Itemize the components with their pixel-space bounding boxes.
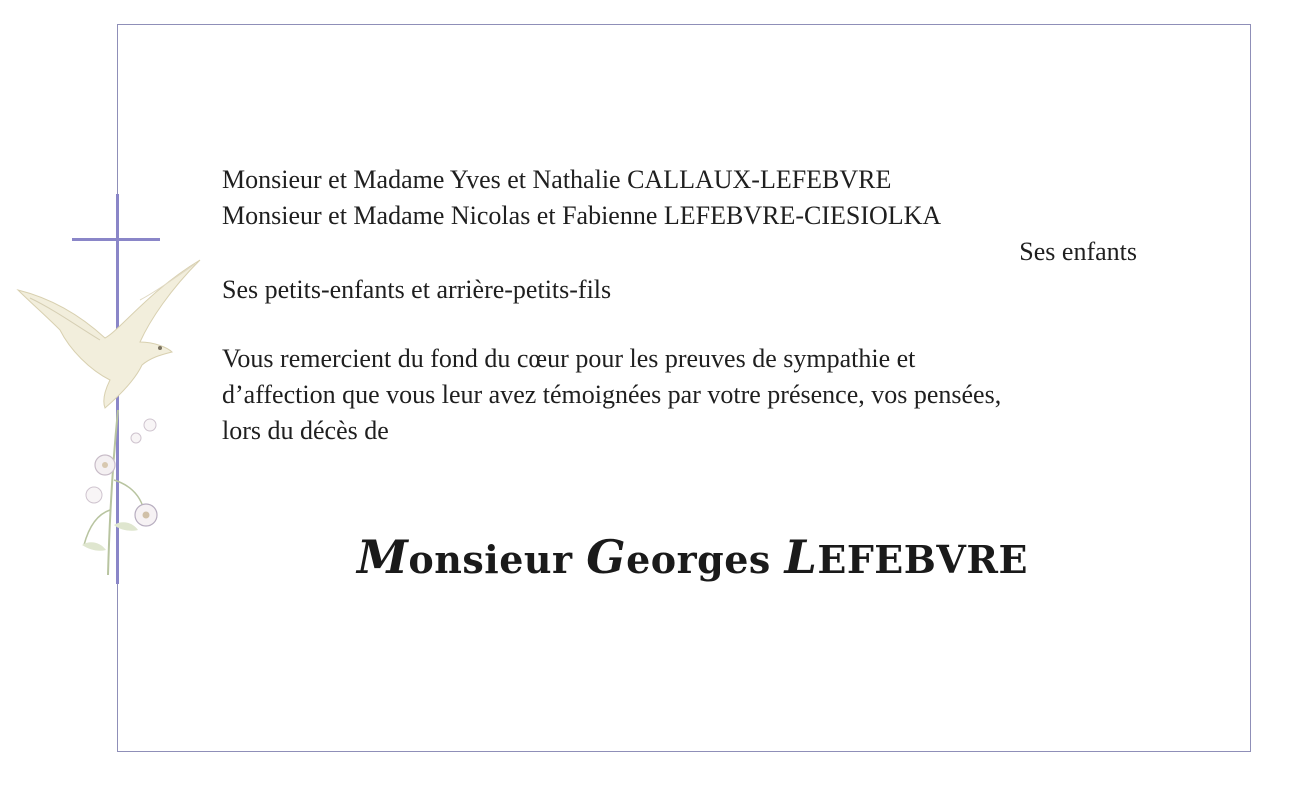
memorial-decoration xyxy=(10,180,220,600)
family-line-1: Monsieur et Madame Yves et Nathalie CALLAUX-LEFEBVRE xyxy=(222,165,892,194)
first-name-initial: G xyxy=(586,530,627,584)
thanks-line-1: Vous remercient du fond du cœur pour les preuves de sympathie et xyxy=(222,344,916,373)
family-line-2: Monsieur et Madame Nicolas et Fabienne LEFEBVRE-CIESIOLKA xyxy=(222,201,942,230)
thanks-line-2: d’affection que vous leur avez témoignées par votre présence, vos pensées, xyxy=(222,380,1002,409)
thanks-paragraph xyxy=(222,341,1001,449)
last-name-rest: EFEBVRE xyxy=(817,537,1028,582)
grandchildren-line: Ses petits-enfants et arrière-petits-fils xyxy=(222,275,612,304)
flowers-icon xyxy=(82,410,157,575)
title-initial: M xyxy=(357,530,409,584)
deceased-name xyxy=(357,530,1028,584)
title-rest: onsieur xyxy=(408,537,573,582)
last-name-initial: L xyxy=(784,530,818,584)
family-role-label: Ses enfants xyxy=(1019,237,1137,266)
thanks-line-3: lors du décès de xyxy=(222,416,389,445)
grandchildren-block xyxy=(222,272,611,308)
family-children-block xyxy=(222,162,941,234)
dove-icon xyxy=(18,260,200,408)
first-name-rest: eorges xyxy=(626,537,771,582)
